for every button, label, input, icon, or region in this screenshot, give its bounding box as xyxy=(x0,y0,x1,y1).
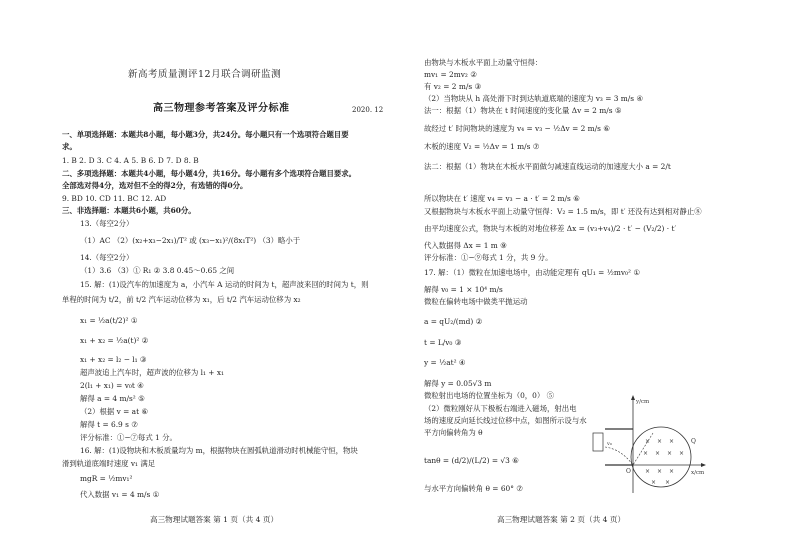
q15-solution-line-2: 单程的时间为 t/2，前 t/2 汽车运动位移为 x₁，后 t/2 汽车运动位移为 x₂ xyxy=(62,295,301,304)
q16-eq-result: 代入数据 v₁ = 4 m/s ① xyxy=(80,490,160,499)
svg-text:×: × xyxy=(657,468,663,475)
field-crosses xyxy=(643,438,684,486)
answer-page-2 xyxy=(397,0,794,558)
q15-eq-3: x₁ + x₂ = l₂ − l₁ ③ xyxy=(80,355,147,364)
velocity-label: v₀ xyxy=(607,441,612,447)
q13-heading: 13.（每空2分） xyxy=(80,219,134,228)
q15-eq-5: 解得 a = 4 m/s² ⑤ xyxy=(80,394,145,403)
section-1-heading-cont: 求。 xyxy=(62,142,77,151)
q16-line-3: 由物块与木板水平面上动量守恒得： xyxy=(424,58,543,67)
mc-answers-1: 1. B 2. D 3. C 4. A 5. B 6. D 7. D 8. B xyxy=(62,156,199,165)
q17-tan-theta: tanθ = (d/2)/(L/2) = √3 ⑥ xyxy=(424,456,519,465)
q17-eq-a: a = qU₂/(md) ② xyxy=(424,317,483,326)
q16-eq-v2: 有 v₂ = 2 m/s ③ xyxy=(424,82,482,91)
q15-eq-2: x₁ + x₂ = ½a(t)² ② xyxy=(80,336,149,345)
page-title: 高三物理参考答案及评分标准 xyxy=(153,103,290,114)
magnetic-field-diagram xyxy=(587,393,707,498)
x-axis-label: x/cm xyxy=(691,470,705,476)
q16-method-1: 法一：根据（1）物块在 t 时间速度的变化量 Δv = 2 m/s ⑤ xyxy=(424,106,622,115)
q17-solution-line-1: 17. 解：（1）微粒在加速电场中，由动能定理有 qU₁ = ½mv₀² ① xyxy=(424,268,640,277)
q15-eq-6: （2）根据 v = at ⑥ xyxy=(80,407,149,416)
section-1-heading: 一、单项选择题：本题共8小题，每小题3分，共24分。每小题只有一个选项符合题目要 xyxy=(62,130,349,139)
q13-answer: （1）AC （2）(x₂+x₃−2x₁)/T² 或 (x₃−x₁)²/(8x₁T²) （3）略小于 xyxy=(80,236,301,245)
q15-text: 超声波追上汽车时，超声波的位移为 l₁ + x₁ xyxy=(80,368,224,377)
q15-eq-7: 解得 t = 6.9 s ⑦ xyxy=(80,420,138,429)
q17-part2-line-3: 平方向偏转角为 θ xyxy=(424,428,483,437)
svg-text:×: × xyxy=(679,450,685,457)
svg-text:×: × xyxy=(669,438,675,445)
svg-text:×: × xyxy=(667,450,673,457)
q16-method-2-eq: 所以物块在 t′ 速度 v₄ = v₃ − a · t′ = 2 m/s ⑥ xyxy=(424,194,580,203)
q16-momentum-check: 又根据物块与木板水平面上动量守恒得：V₂ = 1.5 m/s，即 t′ 还没有达到相对静止⑧ xyxy=(424,207,702,216)
svg-text:×: × xyxy=(665,479,671,486)
accelerating-plates xyxy=(593,433,603,451)
svg-text:×: × xyxy=(651,479,657,486)
svg-text:×: × xyxy=(669,468,675,475)
q17-part2-line-1: （2）微粒刚好从下极板右端进入磁场，射出电 xyxy=(424,404,577,413)
svg-text:×: × xyxy=(657,438,663,445)
q16-method-1-eq: 故经过 t′ 时间物块的速度为 v₄ = v₃ − ½Δv = 2 m/s ⑥ xyxy=(424,124,610,133)
q17-y-result: 解得 y = 0.05√3 m xyxy=(424,379,492,388)
mc-answers-2: 9. BD 10. CD 11. BC 12. AD xyxy=(62,194,167,203)
q16-eq-momentum: mv₁ = 2mv₂ ② xyxy=(424,70,477,79)
q16-eq-energy: mgR = ½mv₁² xyxy=(80,474,133,483)
q16-part2-line-1: （2）当物块从 h 高处滑下时到达轨道底端的速度为 v₃ = 3 m/s ④ xyxy=(424,94,644,103)
q14-heading: 14.（每空2分） xyxy=(80,253,134,262)
q16-displacement-eq: 由平均速度公式，物块与木板的对地位移差 Δx = (v₃+v₄)/2 · t′ − (V₂/2) · t′ xyxy=(424,224,677,233)
page-2-footer: 高三物理试题答案 第 2 页（共 4 页） xyxy=(497,515,626,524)
q15-solution-line-1: 15. 解：(1)设汽车的加速度为 a，小汽车 A 运动的时间为 t，超声波来回的时间为 t，则 xyxy=(80,280,369,289)
q17-deflection-text: 微粒在偏转电场中做类平抛运动 xyxy=(424,297,528,306)
q17-eq-t: t = L/v₀ ③ xyxy=(424,338,462,347)
svg-text:×: × xyxy=(643,450,649,457)
q15-scoring: 评分标准：①−⑦每式 1 分。 xyxy=(80,433,177,442)
svg-text:×: × xyxy=(645,438,651,445)
section-3-heading: 三、非选择题：本题共6小题，共60分。 xyxy=(62,206,196,215)
q14-answer: （1）3.6 （3）① R₁ ② 3.8 0.45～0.65 之间 xyxy=(80,266,235,275)
y-axis-label: y/cm xyxy=(636,399,650,405)
section-2-heading: 二、多项选择题：本题共4小题，每小题4分，共16分。每小题有多个选项符合题目要求。 xyxy=(62,169,357,178)
q17-theta-result: 与水平方向偏转角 θ = 60° ⑦ xyxy=(424,484,523,493)
origin-label: O xyxy=(626,468,631,475)
q16-displacement-result: 代入数据得 Δx = 1 m ⑨ xyxy=(424,241,507,250)
exam-date: 2020. 12 xyxy=(352,106,384,114)
q17-part2-line-2: 场的速度反向延长线过位移中点，如图所示设与水 xyxy=(424,416,587,425)
q17-v0: 解得 v₀ = 1 × 10⁴ m/s xyxy=(424,285,503,294)
section-2-heading-cont: 全部选对得4分，选对但不全的得2分，有选错的得0分。 xyxy=(62,181,248,190)
svg-text:×: × xyxy=(655,450,661,457)
q17-eq-y: y = ½at² ④ xyxy=(424,358,466,367)
q16-solution-line-2: 滑到轨道底端时速度 v₁ 满足 xyxy=(62,459,156,468)
q16-scoring: 评分标准：①−⑨每式 1 分，共 9 分。 xyxy=(424,253,553,262)
svg-text:×: × xyxy=(645,468,651,475)
q16-solution-line-1: 16. 解：(1)设物块和木板质量均为 m，根据物块在圆弧轨道滑动时机械能守恒，物块 xyxy=(80,446,358,455)
q16-method-2: 法二：根据（1）物块在木板水平面做匀减速直线运动的加速度大小 a = 2/t xyxy=(424,162,671,171)
field-boundary-circle xyxy=(631,427,691,487)
q17-exit-point: 微粒射出电场的位置坐标为（0，0） ⑤ xyxy=(424,391,555,400)
page-1-footer: 高三物理试题答案 第 1 页（共 4 页） xyxy=(150,515,279,524)
point-q-label: Q xyxy=(691,438,696,445)
exam-header: 新高考质量测评12月联合调研监测 xyxy=(128,69,282,80)
q15-eq-1: x₁ = ½a(t/2)² ① xyxy=(80,316,138,325)
q16-board-velocity: 木板的速度 V₂ = ½Δv = 1 m/s ⑦ xyxy=(424,142,540,151)
q15-eq-4: 2(l₁ + x₁) = v₀t ④ xyxy=(80,381,144,390)
